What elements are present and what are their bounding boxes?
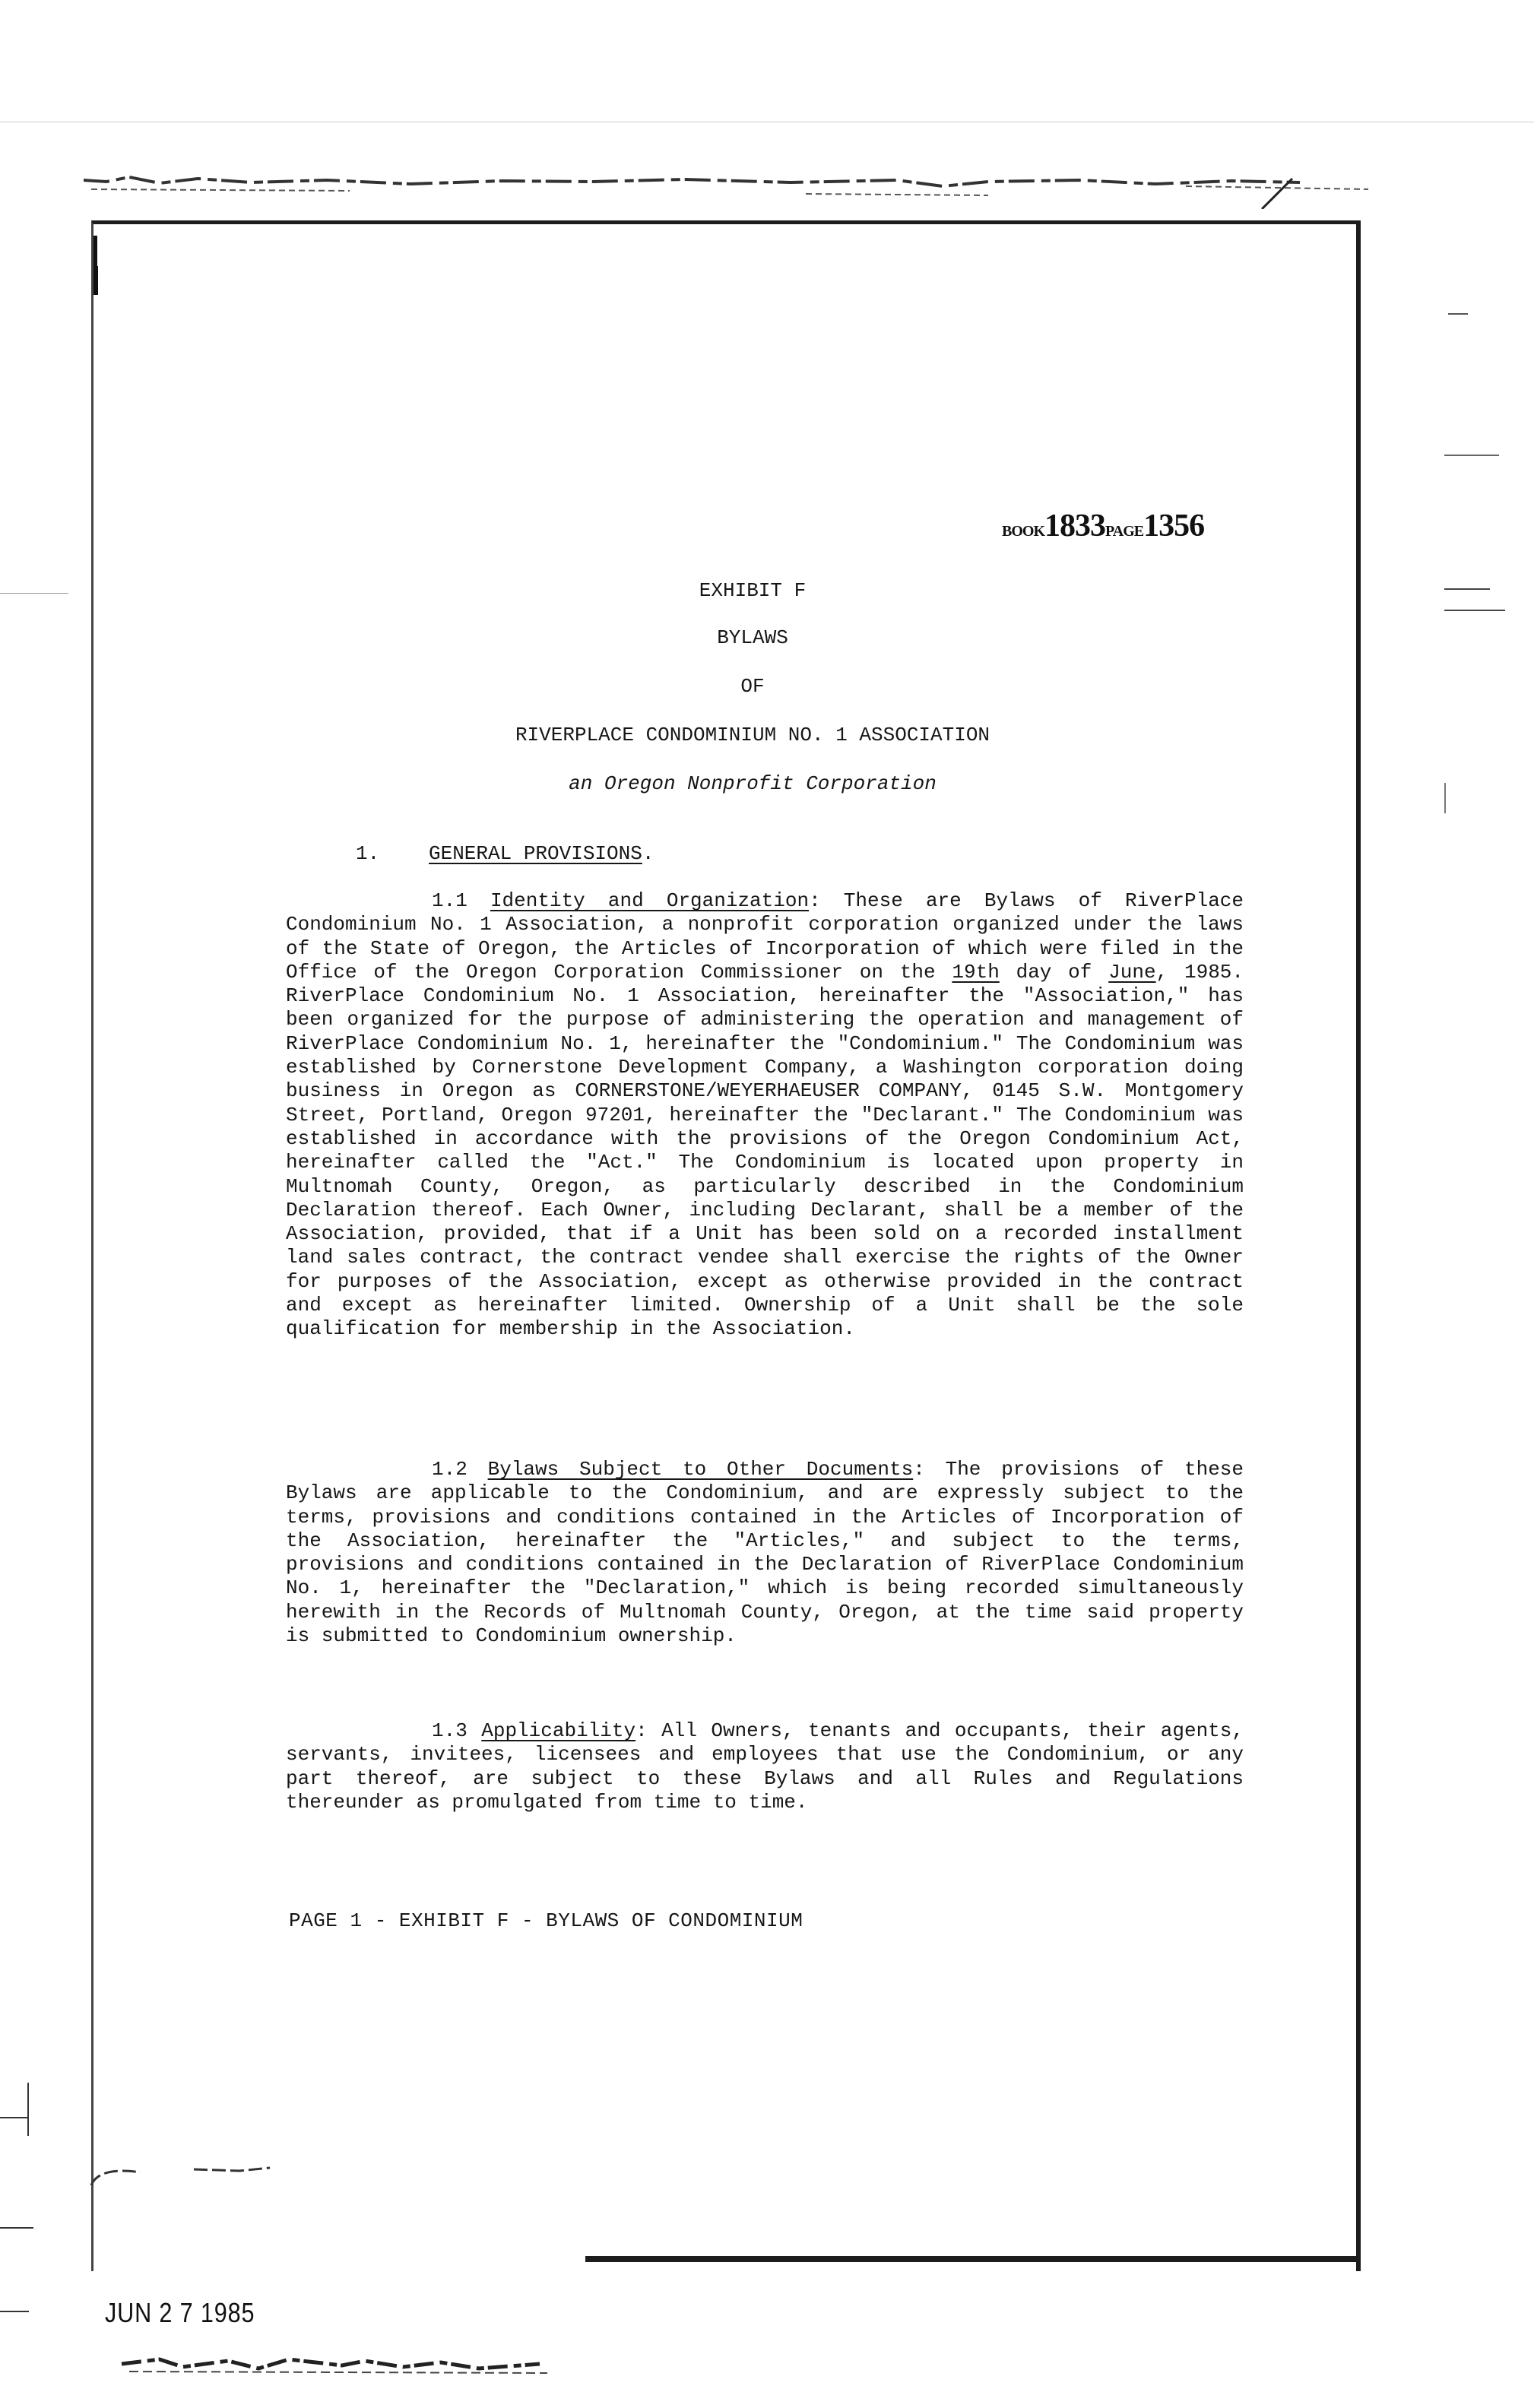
section-heading-period: . bbox=[642, 842, 654, 865]
paragraph-heading: Bylaws Subject to Other Documents bbox=[487, 1458, 914, 1481]
section-heading: GENERAL PROVISIONS bbox=[429, 842, 642, 865]
page-footer: PAGE 1 - EXHIBIT F - BYLAWS OF CONDOMINIUM bbox=[289, 1909, 803, 1932]
margin-tick-8 bbox=[0, 2227, 33, 2229]
illegible-stamp-scribble bbox=[114, 2349, 555, 2379]
paragraph-1-1 bbox=[286, 889, 1244, 1342]
page-number: 1356 bbox=[1143, 509, 1205, 543]
paragraph-text: : The provisions of these Bylaws are applicable to the Condominium, and are expressly subject to the terms, provisions and conditions contained in the Articles of Incorporation of the Association, hereinafter the "Articles," and subject to the terms, provisions and conditions contained in the Declaration of RiverPlace Condominium No. 1, hereinafter the "Declaration," which is being recorded simultaneously herewith in the Records of Multnomah County, Oregon, at the time said property is submitted to Condominium ownership. bbox=[286, 1458, 1244, 1648]
book-page-reference bbox=[1002, 508, 1204, 544]
paragraph-heading: Identity and Organization bbox=[490, 889, 810, 912]
bottom-left-corner-stroke bbox=[87, 2159, 315, 2189]
document-frame-bottom-rule bbox=[585, 2256, 1361, 2262]
filing-day: 19th bbox=[952, 960, 1000, 984]
paragraph-number: 1.3 bbox=[432, 1719, 467, 1742]
paragraph-1-2 bbox=[286, 1458, 1244, 1648]
margin-tick-2 bbox=[1444, 455, 1499, 456]
paragraph-1-3 bbox=[286, 1719, 1244, 1814]
margin-tick-1 bbox=[1448, 313, 1468, 315]
margin-tick-4 bbox=[1444, 610, 1505, 611]
section-title bbox=[356, 842, 654, 865]
paragraph-text-continued: , 1985. RiverPlace Condominium No. 1 Association, hereinafter the "Association," has been organized for the purpose of administering the operation and management of RiverPlace Condominium No. 1, hereinafter the "Condominium." The Condominium was established by Cornerstone Development Company, a Washington corporation doing business in Oregon as CORNERSTONE/WEYERHAEUSER COMPANY, 0145 S.W. Montgomery Street, Portland, Oregon 97201, hereinafter the "Declarant." The Condominium was established in accordance with the provisions of the Oregon Condominium Act, hereinafter called the "Act." The Condominium is located upon property in Multnomah County, Oregon, as particularly described in the Condominium Declaration thereof. Each Owner, including Declarant, shall be a member of the Association, provided, that if a Unit has been sold on a recorded installment land sales contract, the contract vendee shall exercise the rights of the Owner for purposes of the Association, except as otherwise provided in the contract and except as hereinafter limited. Ownership of a Unit shall be the sole qualification for membership in the Association. bbox=[286, 960, 1244, 1341]
filing-month: June bbox=[1108, 960, 1156, 984]
paragraph-text-date-join: day of bbox=[999, 960, 1109, 984]
paragraph-number: 1.1 bbox=[432, 889, 467, 912]
paragraph-text: : These are Bylaws of RiverPlace Condominium No. 1 Association, a nonprofit corporation organized under the laws of the State of Oregon, the Articles of Incorporation of which were filed in the Office of the Oregon Corporation Commissioner on the bbox=[286, 889, 1244, 984]
recording-date-stamp: JUN 2 7 1985 bbox=[105, 2297, 255, 2328]
paragraph-number: 1.2 bbox=[432, 1458, 467, 1481]
margin-tick-10 bbox=[0, 2311, 29, 2312]
bylaws-heading: BYLAWS bbox=[717, 626, 788, 649]
corporation-subtitle: an Oregon Nonprofit Corporation bbox=[569, 772, 937, 795]
paragraph-text: : All Owners, tenants and occupants, their agents, servants, invitees, licensees and employees that use the Condominium, or any part thereof, are subject to these Bylaws and all Rules and Regulations thereunder as promulgated from time to time. bbox=[286, 1719, 1244, 1814]
page-label: PAGE bbox=[1105, 523, 1144, 540]
association-heading: RIVERPLACE CONDOMINIUM NO. 1 ASSOCIATION bbox=[515, 724, 990, 746]
scan-smudge-top bbox=[76, 163, 1383, 209]
book-label: BOOK bbox=[1002, 523, 1045, 540]
of-heading: OF bbox=[740, 675, 765, 698]
book-number: 1833 bbox=[1044, 509, 1106, 543]
section-number: 1. bbox=[356, 842, 380, 865]
exhibit-heading: EXHIBIT F bbox=[699, 579, 807, 602]
paragraph-heading: Applicability bbox=[481, 1719, 636, 1742]
margin-tick-9 bbox=[27, 2083, 29, 2136]
margin-tick-7 bbox=[0, 2117, 27, 2118]
